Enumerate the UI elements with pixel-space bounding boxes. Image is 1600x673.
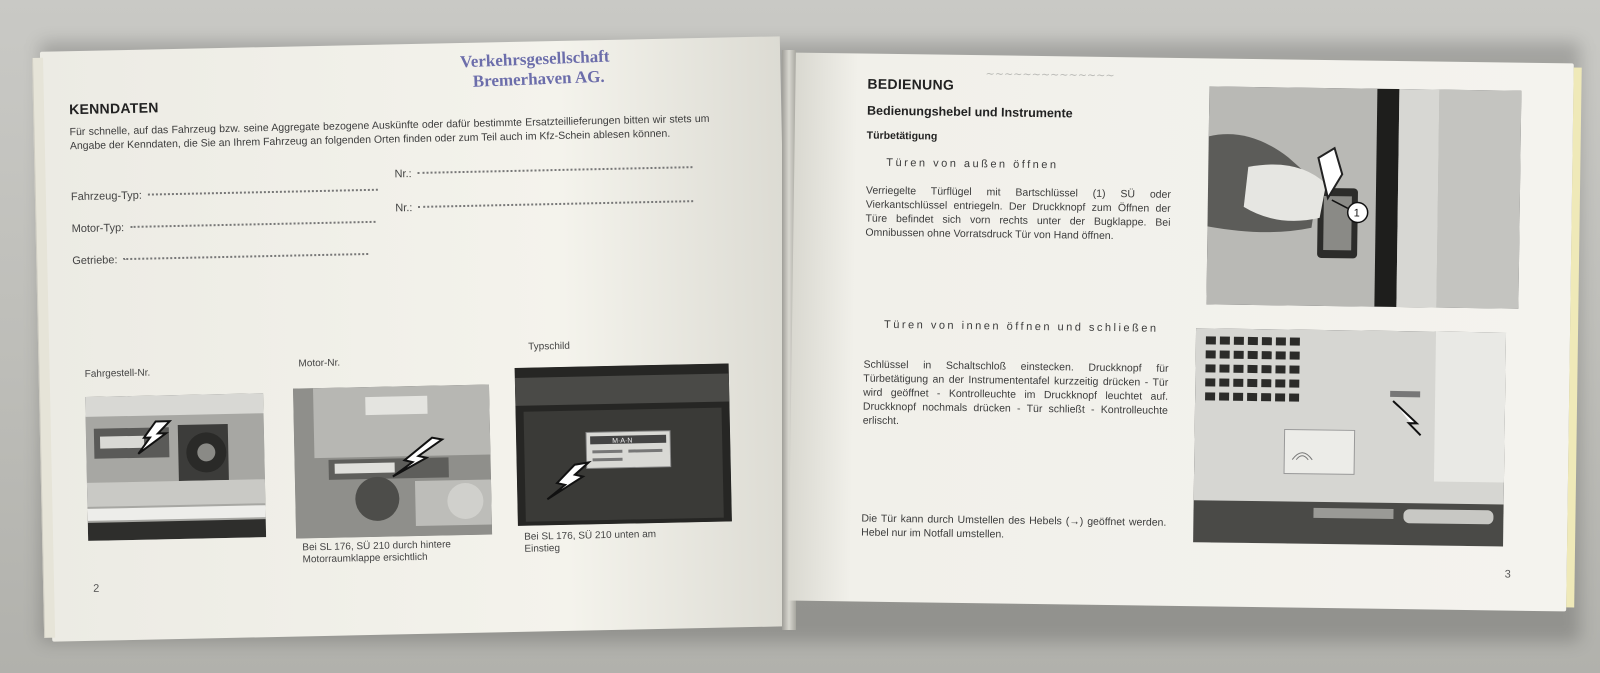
motor-typ-field[interactable] — [71, 217, 375, 235]
nr-label-1: Nr.: — [394, 168, 412, 181]
typschild-photo — [515, 363, 732, 525]
fahrgestell-photo-art — [85, 393, 266, 541]
motor-typ-line — [130, 220, 375, 228]
bedienungshebel-subheading: Bedienungshebel und Instrumente — [866, 103, 1073, 121]
left-page — [40, 36, 792, 641]
callout-number: 1 — [1353, 207, 1360, 220]
nr-label-2: Nr.: — [395, 202, 413, 215]
faint-handwriting: ~~~~~~~~~~~~~~ — [985, 67, 1115, 83]
motor-caption: Bei SL 176, SÜ 210 durch hintere Motorraumklappe ersichtlich — [302, 539, 452, 566]
instrument-panel-photo — [1193, 328, 1506, 546]
nr-field-2[interactable] — [395, 196, 693, 214]
getriebe-line — [123, 252, 368, 260]
nr-line-2 — [418, 199, 693, 208]
fahrzeug-typ-field[interactable] — [71, 185, 378, 203]
motor-photo — [293, 384, 492, 538]
kenndaten-intro: Für schnelle, auf das Fahrzeug bzw. seine Aggregate bezogene Auskünfte oder dafür bestimmte Ersatzteillieferungen bitten wir stets um Angabe der Kenndaten, die Sie an Ihrem Fahrzeug an folgenden Orten finden oder zum Teil auch im Kfz-Schein ablesen können. — [69, 112, 710, 153]
getriebe-field[interactable] — [72, 249, 368, 267]
typschild-caption: Bei SL 176, SÜ 210 unten am Einstieg — [524, 529, 657, 555]
bedienung-heading: BEDIENUNG — [867, 75, 955, 93]
motor-photo-art — [293, 384, 492, 538]
right-page — [788, 53, 1574, 612]
fahrgestell-photo — [85, 393, 266, 541]
fahrzeug-typ-line — [148, 188, 378, 196]
getriebe-label: Getriebe: — [72, 254, 118, 268]
plate-text: M·A·N — [612, 437, 633, 445]
typschild-label: Typschild — [528, 340, 570, 353]
outside-title: Türen von außen öffnen — [886, 156, 1059, 172]
stamp-line-1: Verkehrsgesellschaft — [459, 46, 610, 72]
stamp-line-2: Bremerhaven AG. — [472, 66, 605, 91]
door-lock-photo — [1206, 86, 1521, 308]
motor-typ-label: Motor-Typ: — [71, 222, 125, 236]
kenndaten-heading: KENNDATEN — [68, 99, 159, 118]
fahrgestell-label: Fahrgestell-Nr. — [84, 367, 151, 380]
inside-text: Schlüssel in Schaltschloß einstecken. Druckknopf für Türbetätigung an der Instrumententafel kurzzeitig drücken - Tür wird geöffnet - Kontrolleuchte im Druckknopf leuchtet auf. Druckknopf nochmals drücken - Tür schließt - Kontrolleuchte erlischt. — [862, 358, 1169, 428]
note-text: Die Tür kann durch Umstellen des Hebels (→) geöffnet werden. Hebel nur im Notfall umstellen. — [861, 512, 1167, 541]
fahrzeug-typ-label: Fahrzeug-Typ: — [70, 189, 142, 204]
tuerbetaetigung-section: Türbetätigung — [866, 129, 938, 143]
typschild-photo-art — [515, 363, 732, 525]
nr-field-1[interactable] — [394, 162, 692, 180]
instrument-panel-photo-art — [1193, 328, 1506, 546]
page-number-right: 3 — [1504, 568, 1511, 581]
nr-line-1 — [418, 165, 693, 174]
company-stamp — [460, 47, 611, 93]
page-number-left: 2 — [93, 582, 100, 595]
motor-nr-label: Motor-Nr. — [298, 357, 341, 370]
outside-text: Verriegelte Türflügel mit Bartschlüssel (1) SÜ oder Vierkantschlüssel entriegeln. Der Druckknopf zum Öffnen der Türe befindet sich vorn rechts unter der Bugklappe. Bei Omnibussen ohne Vorratsdruck Tür von Hand öffnen. — [865, 184, 1171, 243]
door-lock-photo-art — [1206, 86, 1521, 308]
inside-title: Türen von innen öffnen und schließen — [883, 318, 1159, 335]
